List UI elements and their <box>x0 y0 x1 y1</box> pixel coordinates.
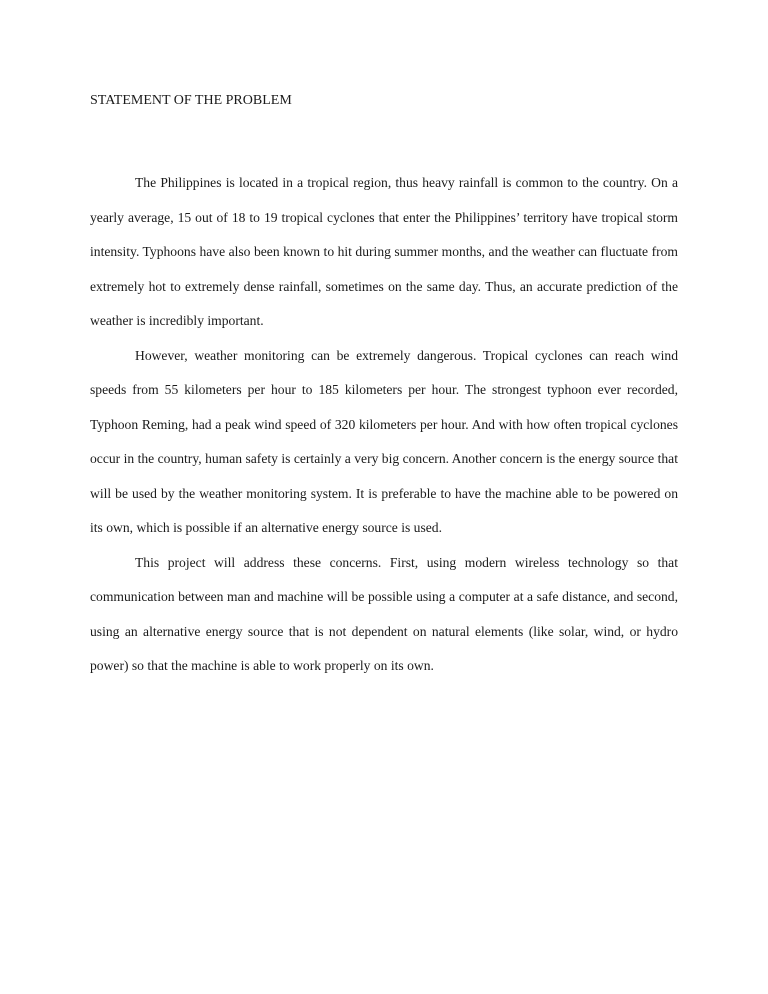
paragraph-2: However, weather monitoring can be extremely dangerous. Tropical cyclones can reach wind speeds from 55 kilometers per hour to 185 kilometers per hour. The strongest typhoon ever recorded, Typhoon Reming, had a peak wind speed of 320 kilometers per hour. And with how often tropical cyclones occur in the country, human safety is certainly a very big concern. Another concern is the energy source that will be used by the weather monitoring system. It is preferable to have the machine able to be powered on its own, which is possible if an alternative energy source is used. <box>90 347 678 535</box>
document-body <box>90 88 678 684</box>
section-heading: STATEMENT OF THE PROBLEM <box>90 93 292 108</box>
paragraph-3: This project will address these concerns. First, using modern wireless technology so that communication between man and machine will be possible using a computer at a safe distance, and second, using an alternative energy source that is not dependent on natural elements (like solar, wind, or hydro power) so that the machine is able to work properly on its own. <box>90 554 678 673</box>
paragraph-1: The Philippines is located in a tropical region, thus heavy rainfall is common to the country. On a yearly average, 15 out of 18 to 19 tropical cyclones that enter the Philippines’ territory have tropical storm intensity. Typhoons have also been known to hit during summer months, and the weather can fluctuate from extremely hot to extremely dense rainfall, sometimes on the same day. Thus, an accurate prediction of the weather is incredibly important. <box>90 175 678 328</box>
